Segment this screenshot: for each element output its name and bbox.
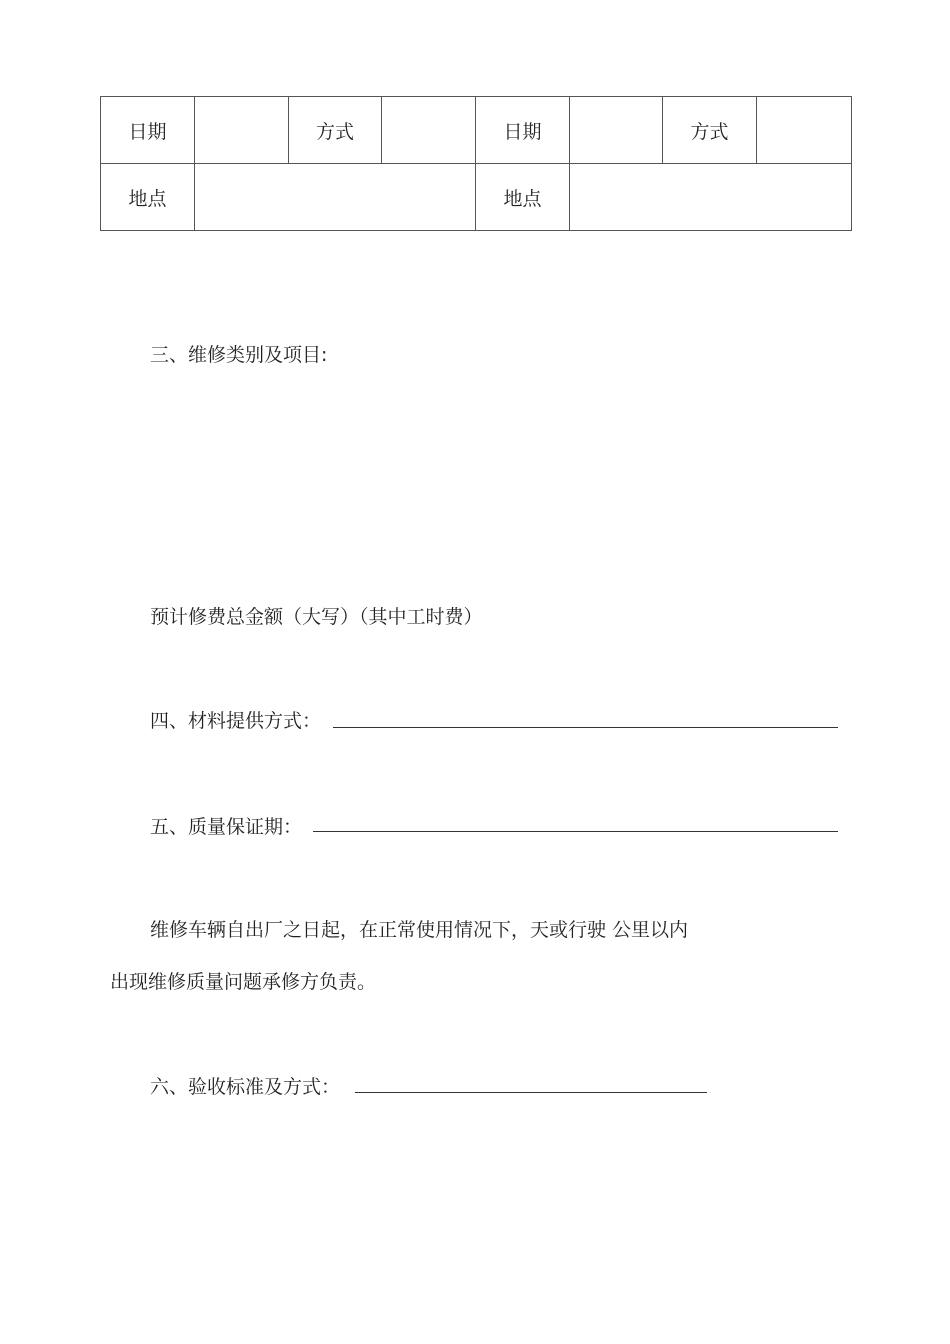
estimate-text: 预计修费总金额（大写）（其中工时费） (150, 606, 483, 628)
date-value-1[interactable] (195, 97, 289, 164)
location-label-2: 地点 (476, 164, 570, 231)
acceptance-standard-field[interactable] (355, 1092, 707, 1093)
location-label-1: 地点 (101, 164, 195, 231)
section-4-heading: 四、材料提供方式： (150, 710, 322, 732)
date-label-1: 日期 (101, 97, 195, 164)
warranty-period-field[interactable] (313, 831, 838, 832)
location-value-2[interactable] (570, 164, 852, 231)
method-value-1[interactable] (382, 97, 476, 164)
warranty-text-line-1: 维修车辆自出厂之日起，在正常使用情况下，天或行驶 公里以内 (150, 919, 689, 941)
table-row (101, 164, 852, 231)
method-value-2[interactable] (757, 97, 852, 164)
location-value-1[interactable] (195, 164, 476, 231)
method-label-1: 方式 (289, 97, 382, 164)
service-table (100, 96, 852, 231)
material-supply-field[interactable] (333, 727, 838, 728)
table-row (101, 97, 852, 164)
date-label-2: 日期 (476, 97, 570, 164)
warranty-text-line-2: 出现维修质量问题承修方负责。 (110, 971, 377, 993)
method-label-2: 方式 (663, 97, 757, 164)
section-5-heading: 五、质量保证期： (150, 816, 303, 838)
date-value-2[interactable] (570, 97, 663, 164)
section-3-heading: 三、维修类别及项目: (150, 344, 328, 366)
section-6-heading: 六、验收标准及方式： (150, 1076, 341, 1098)
